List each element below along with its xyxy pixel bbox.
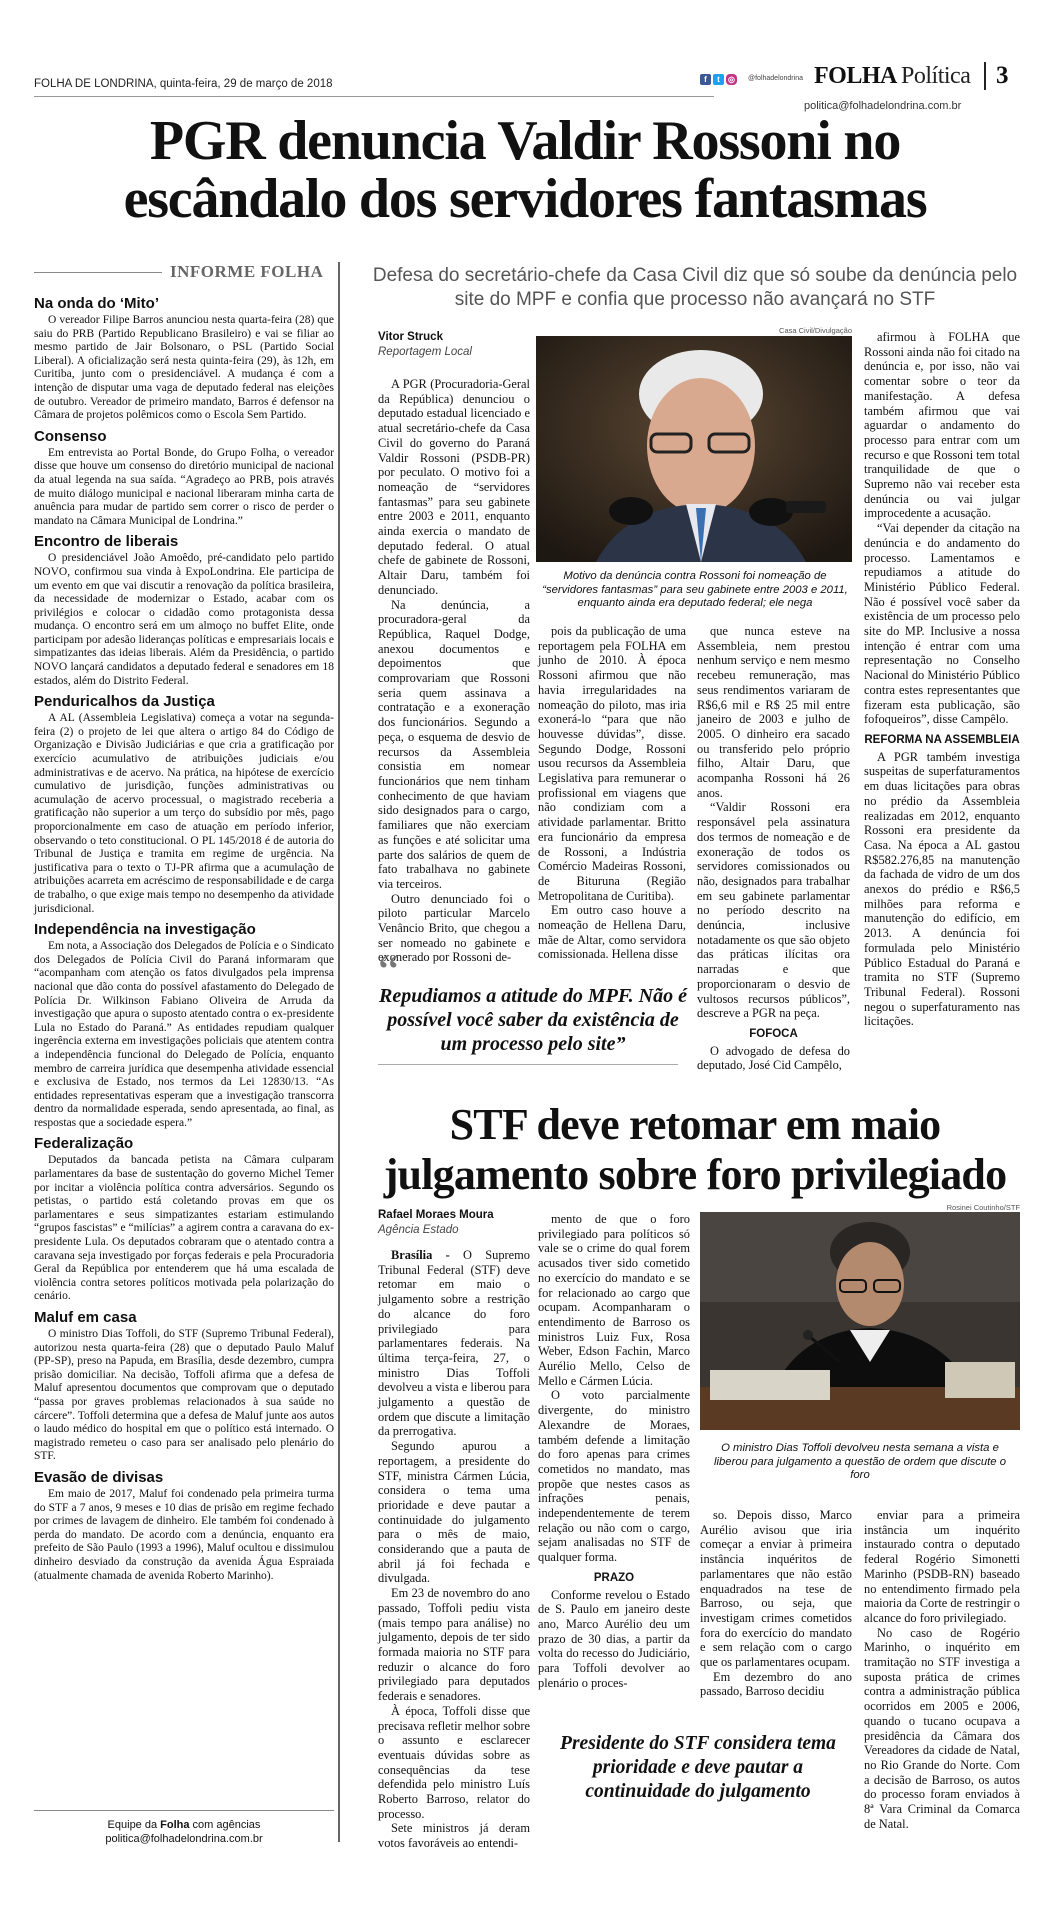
sidebar-footer-email[interactable]: politica@folhadelondrina.com.br xyxy=(105,1833,263,1845)
section-name: Política xyxy=(901,63,971,89)
footer-credit-brand: Folha xyxy=(160,1819,190,1831)
paragraph: No caso de Rogério Marinho, o inquérito em tramitação no STF investiga a suposta prática de crimes contra a administração pública ocorridos em 2005 e 2006, quando o tucano ocupava a presidência da Câmara dos Vereadores da cidade de Natal, no Rio Grande do Norte. Com a decisão de Barroso, os autos do processo foram enviados à 8ª Vara Criminal da Comarca de Natal. xyxy=(864,1625,1020,1831)
sidebar-paragraph: Deputados da bancada petista na Câmara culparam parlamentares da base de sustentação do governo Michel Temer por incitar a violência política contra adversários. Segundo os petistas, o partido está coletando provas em que os parlamentares e seus simpatizantes estariam estimulando “grupos fascistas” e “milícias” a agirem contra a caravana do ex-presidente Lula. Os deputados cobraram que o atentado contra a caravana seja investigado por forças federais e pela Procuradoria Geral da República por entenderem que há uma escalada de violência contra setores políticos motivada pela polarização do cenário. xyxy=(34,1154,334,1303)
paragraph: afirmou à FOLHA que Rossoni ainda não foi citado na denúncia e, por isso, não vai comentar sobre o teor da manifestação. A defesa também afirmou que vai aguardar o andamento do processo para entrar com um recurso e que Rossoni tem total tranquilidade de que o Supremo não vai receber esta denúncia ou vai julgar improcedente a acusação. xyxy=(864,330,1020,521)
sidebar-section-title: Evasão de divisas xyxy=(34,1468,164,1486)
sidebar-paragraph: Em nota, a Associação dos Delegados de Polícia e o Sindicato dos Delegados de Polícia Civil do Paraná informaram que “acompanham com atenção os fatos divulgados pela imprensa nacional que dão conta do possível afastamento do Delegado de Polícia Dr. Wilkinson Fabiano Oliveira de Arruda da investigação que apura o suposto atentado contra o ex-presidente Lula no Estado do Paraná.” As entidades repudiam qualquer ingerência externa em investigações policiais que atentem contra a independência funcional do Delegado de Polícia, enquanto membro de carreira jurídica que desempenha atividade essencial e exclusiva de Estado, nos termos da Lei 12830/13. “As entidades representativas esperam que a investigação transcorra dentro da normalidade esperada, sendo apresentada, ao final, as respostas que a sociedade espera.” xyxy=(34,940,334,1129)
story1-column-2 xyxy=(538,624,686,962)
story1-author: Vitor Struck xyxy=(378,331,443,343)
story1-pullquote-block xyxy=(378,945,688,1065)
brand-title xyxy=(814,63,970,90)
story1-photo-credit: Casa Civil/Divulgação xyxy=(779,326,852,335)
sidebar-section-title: Na onda do ‘Mito’ xyxy=(34,295,159,312)
paragraph: enviar para a primeira instância um inquérito instaurado contra o deputado federal Rogério Simonetti Marinho (PSDB-RN) baseado no entendimento firmado pela maioria da Corte de restringir o alcance do foro privilegiado. xyxy=(864,1508,1020,1625)
sidebar-footer xyxy=(34,1818,334,1846)
paragraph: À época, Toffoli disse que precisava refletir melhor sobre o assunto e esclarecer eventuais dúvidas sobre as consequências da tese defendida pelo ministro Luís Roberto Barroso, relator do processo. xyxy=(378,1703,530,1821)
sidebar-footer-rule xyxy=(34,1810,334,1811)
story2-role: Agência Estado xyxy=(378,1224,459,1236)
dateline: FOLHA DE LONDRINA, quinta-feira, 29 de março de 2018 xyxy=(34,78,333,90)
twitter-icon[interactable]: t xyxy=(713,74,724,85)
quote-mark-icon: “ xyxy=(378,945,400,998)
sidebar-divider xyxy=(338,262,340,1842)
paragraph: “Vai depender da citação na denúncia e do andamento do processo. Lamentamos e repudiamos a atitude do Ministério Público Federal. Não é possível você saber da existência de um processo pelo site do MP. Inclusive a nossa intenção é entrar com uma representação no Conselho Nacional do Ministério Público contra estes representantes que fizeram esta publicação, são fofoqueiros”, disse Campêlo. xyxy=(864,521,1020,727)
sidebar-paragraph: O ministro Dias Toffoli, do STF (Supremo Tribunal Federal), autorizou nesta quarta-feira (28) que o deputado Paulo Maluf (PP-SP), preso na Papuda, em Brasília, desde dezembro, cumpra prisão domiciliar. Na decisão, Toffoli afirma que a defesa de Maluf apresentou documentos que comprovam que o deputado “passa por graves problemas relacionados à sua saúde no cárcere”. Toffoli determina que a defesa de Maluf junte aos autos o laudo médico do hospital em que o político está internado. O magistrado remeteu o caso para ser analisado pelo plenário do STF. xyxy=(34,1328,334,1463)
paragraph: O advogado de defesa do deputado, José Cid Campêlo, xyxy=(697,1043,850,1073)
instagram-icon[interactable]: ◎ xyxy=(726,74,737,85)
sidebar-paragraph: Em maio de 2017, Maluf foi condenado pela primeira turma do STF a 7 anos, 9 meses e 10 dias de prisão em regime fechado por crimes de lavagem de dinheiro. Ele também foi condenado à perda do mandato. De acordo com a denúncia, enquanto era prefeito de São Paulo (1993 a 1996), Maluf ocultou e dissimulou dinheiro desviado da construção da avenida Água Espraiada (atualmente chamada de avenida Roberto Marinho). xyxy=(34,1487,334,1582)
sidebar-paragraph: Em entrevista ao Portal Bonde, do Grupo Folha, o vereador disse que houve um consenso do diretório municipal de nacional da atual legenda na sua saída. “Agradeço ao PRB, pois através de muito diálogo municipal e nacional liberaram minha carta de anuência para mudar de partido sem correr o risco de perder o mandato na Câmara Municipal de Londrina.” xyxy=(34,446,334,527)
rossoni-photo-illustration xyxy=(536,336,852,562)
sidebar-paragraph: O presidenciável João Amoêdo, pré-candidato pelo partido NOVO, confirmou sua vinda à ExpoLondrina. Ele participa de um evento em que vai discutir a renovação da política brasileira, da necessidade de modernizar o Estado, acabar com os privilégios e colocar o cidadão como protagonista dessa mudança. O encontro será em um almoço no buffet Elite, onde participam por adesão lideranças políticas e empresariais locais e simpatizantes das ideias liberais. Além da Presidência, o partido NOVO lançará candidatos a deputado federal e senadores em 18 estados, além do Distrito Federal. xyxy=(34,552,334,687)
paragraph: Segundo apurou a reportagem, a presidente do STF, ministra Cármen Lúcia, considera o tema uma prioridade e deve pautar a continuidade do julgamento para o mês de maio, considerando que a pauta de abril já foi fechada e divulgada. xyxy=(378,1439,530,1586)
story2-byline xyxy=(378,1208,538,1238)
rossoni-photo xyxy=(536,336,852,562)
paragraph: so. Depois disso, Marco Aurélio avisou que iria começar a enviar à primeira instância inquéritos de parlamentares que não estão enquadrados na tese de Barroso, ou seja, que investigam crimes cometidos fora do exercício do mandato e sem relação com o cargo que os parlamentares ocupam. xyxy=(700,1508,852,1670)
toffoli-photo xyxy=(700,1212,1020,1430)
sidebar-label-rule xyxy=(34,272,162,273)
paragraph: Na denúncia, a procuradora-geral da República, Raquel Dodge, anexou documentos e depoimentos que comprovariam que Rossoni seria quem assinava a contratação e a exoneração dos funcionários. Segundo a peça, o esquema de desvio de recursos da Assembleia consistia em nomear funcionários que nem tinham conhecimento de que haviam sido designados para o cargo, familiares que não exerciam as funções e até solicitar uma parte dos salários de quem de fato trabalhava no gabinete via terceiros. xyxy=(378,597,530,891)
sidebar-paragraph: O vereador Filipe Barros anunciou nesta quarta-feira (28) que saiu do PRB (Partido Republicano Brasileiro) e vai se filiar ao mesmo partido de Jair Bolsonaro, o PSL (Partido Social Liberal). A oficialização será nesta quinta-feira (29), às 12h, em Curitiba, junto com o presidenciável. A mudança é com a intenção de disputar uma vaga de deputado federal nas eleições de outubro. Vereador de primeiro mandato, Barros é defensor na Câmara de projetos polêmicos como o Escola Sem Partido. xyxy=(34,314,334,422)
subheading: FOFOCA xyxy=(749,1027,798,1040)
sidebar-label: INFORME FOLHA xyxy=(170,262,324,281)
paragraph: Em 23 de novembro do ano passado, Toffoli pediu vista (mais tempo para análise) no julgamento, depois de ter sido formada maioria no STF para reduzir o alcance do foro privilegiado para deputados federais e senadores. xyxy=(378,1586,530,1704)
header-rule xyxy=(34,96,714,97)
story1-column-4 xyxy=(864,330,1020,1029)
social-icons xyxy=(700,74,737,85)
story2-column-2 xyxy=(538,1212,690,1691)
story1-caption: Motivo da denúncia contra Rossoni foi nomeação de “servidores fantasmas” para seu gabinete entre 2003 e 2011, enquanto ainda era deputado federal; ele nega xyxy=(542,570,848,609)
footer-credit-post: com agências xyxy=(189,1819,261,1831)
story1-byline xyxy=(378,330,538,360)
paragraph: Sete ministros já deram votos favoráveis ao entendi- xyxy=(378,1821,530,1851)
paragraph: que nunca esteve na Assembleia, nem prestou nenhum serviço e nem mesmo recebeu remuneração, mas seus rendimentos variaram de R$6,6 mil e R$ 25 mil entre janeiro de 2003 e julho de 2005. O dinheiro era sacado ou transferido pelo próprio filho, Altair Daru, que acompanha Rossoni há 26 anos. xyxy=(697,624,850,800)
paragraph: Em outro caso houve a nomeação de Hellena Daru, mãe de Altar, como servidora comissionada. Hellena disse xyxy=(538,903,686,962)
story1-column-3 xyxy=(697,624,850,1073)
story2-column-3 xyxy=(700,1508,852,1699)
sidebar-footer-credit xyxy=(34,1818,334,1832)
sidebar-section-title: Penduricalhos da Justiça xyxy=(34,693,215,711)
pullquote-rule xyxy=(378,1064,678,1065)
story2-column-4 xyxy=(864,1508,1020,1831)
sidebar-section-title: Independência na investigação xyxy=(34,921,256,939)
story2-caption: O ministro Dias Toffoli devolveu nesta semana a vista e liberou para julgamento a questão de ordem que discute o foro xyxy=(713,1442,1007,1481)
paragraph: A PGR (Procuradoria-Geral da República) denunciou o deputado estadual licenciado e atual secretário-chefe da Casa Civil do governo do Paraná Valdir Rossoni (PSDB-PR) por peculato. O motivo foi a nomeação de “servidores fantasmas” para seu gabinete entre 2003 e 2011, enquanto ainda exercia o mandato de deputado federal. O atual chefe de gabinete de Rossoni, Altair Daru, também foi denunciado. xyxy=(378,377,530,597)
sidebar-section-title: Encontro de liberais xyxy=(34,533,179,551)
story1-deck: Defesa do secretário-chefe da Casa Civil diz que só soube da denúncia pelo site do MPF e confia que processo não avançará no STF xyxy=(372,265,1018,310)
story1-column-1 xyxy=(378,377,530,965)
paragraph: mento de que o foro privilegiado para políticos só vale se o crime do qual forem acusados tiver sido cometido no exercício do mandato e se for relacionado ao cargo que ocupam. Acompanharam o entendimento de Barroso os ministros Luiz Fux, Rosa Weber, Edson Fachin, Marco Aurélio Mello, Celso de Mello e Cármen Lúcia. xyxy=(538,1212,690,1388)
section-email[interactable]: politica@folhadelondrina.com.br xyxy=(804,100,962,112)
facebook-icon[interactable]: f xyxy=(700,74,711,85)
brand-name: FOLHA xyxy=(814,63,896,89)
paragraph: Em dezembro do ano passado, Barroso decidiu xyxy=(700,1669,852,1699)
sidebar-body xyxy=(34,290,334,1583)
paragraph: Outro denunciado foi o piloto particular Marcelo Venâncio Brito, que chegou a ser nomeado no gabinete e exonerado por Rossoni de- xyxy=(378,891,530,965)
toffoli-photo-illustration xyxy=(700,1212,1020,1430)
story2-pullquote-block xyxy=(548,1732,848,1804)
footer-credit-pre: Equipe da xyxy=(107,1819,161,1831)
story1-pullquote: Repudiamos a atitude do MPF. Não é possível você saber da existência de um processo pelo site” xyxy=(379,985,687,1055)
sidebar-section-title: Federalização xyxy=(34,1135,134,1153)
masthead xyxy=(700,62,1020,98)
page-number: 3 xyxy=(984,62,1009,90)
subheading: PRAZO xyxy=(593,1571,635,1584)
story2-headline: STF deve retomar em maio julgamento sobre foro privilegiado xyxy=(383,1100,1007,1199)
paragraph: O voto parcialmente divergente, do ministro Alexandre de Moraes, também defende a limitação do foro apenas para crimes cometidos no mandato, mas propõe que nestes casos as infrações penais, independentemente de terem relação ou não com o cargo, sejam analisadas no STF de qualquer forma. xyxy=(538,1388,690,1565)
main-headline: PGR denuncia Valdir Rossoni no escândalo dos servidores fantasmas xyxy=(123,110,927,230)
sidebar-informe xyxy=(34,262,334,1850)
sidebar-section-title: Consenso xyxy=(34,427,107,445)
story2-photo-credit: Rosinei Coutinho/STF xyxy=(946,1203,1020,1212)
paragraph xyxy=(378,1248,530,1439)
paragraph: “Valdir Rossoni era responsável pela assinatura dos termos de nomeação e de exoneração de todos os servidores comissionados ou não, designados para trabalhar em seu gabinete parlamentar no período descrito na denúncia, inclusive notadamente os que são objeto das práticas ilícitas ora narradas e que proporcionaram o desvio de vultosos recursos públicos”, descreve a PGR na peça. xyxy=(697,800,850,1021)
paragraph: Conforme revelou o Estado de S. Paulo em janeiro deste ano, Marco Aurélio deu um prazo de 30 dias, a partir da volta do recesso do Judiciário, para Toffoli devolver ao plenário o proces- xyxy=(538,1587,690,1690)
social-handle: @folhadelondrina xyxy=(748,75,803,82)
story2-column-1 xyxy=(378,1248,530,1851)
paragraph: A PGR também investiga suspeitas de superfaturamentos em duas licitações para obras no prédio da Assembleia realizadas em 2012, enquanto Rossoni era presidente da Casa. Na época a AL gastou R$582.276,85 na manutenção da fachada de vidro de um dos anexos do prédio e R$6,5 milhões para reforma e manutenção do edifício, em 2013. A denúncia foi formulada pelo Ministério Público Estadual do Paraná e tramita no STF (Supremo Tribunal Federal). Rossoni negou o superfaturamento nas licitações. xyxy=(864,749,1020,1029)
story2-dateline: Brasília - xyxy=(391,1248,464,1262)
sidebar-section-title: Maluf em casa xyxy=(34,1309,137,1326)
story2-pullquote: Presidente do STF considera tema prioridade e deve pautar a continuidade do julgamento xyxy=(560,1733,836,1802)
story1-role: Reportagem Local xyxy=(378,346,472,358)
sidebar-paragraph: A AL (Assembleia Legislativa) começa a votar na segunda-feira (2) o projeto de lei que altera o artigo 84 do Código de Organização e Divisão Judiciárias e que cria a gratificação por exercício acumulativo de atribuições judiciais e/ou administrativas e de acervo. Na prática, na hipótese de exercício cumulativo de jurisdição, funções administrativas ou acumulação de acervo processual, o magistrado receberia a gratificação não superior a um terço do subsídio por mês, pago proporcionalmente em caso de atuação em período inferior, observando o teto constitucional. O PL 145/2018 é de autoria do Tribunal de Justiça e tramita em regime de urgência. Na justificativa para o texto o TJ-PR afirma que a acumulação de atribuições acarreta em acréscimo de responsabilidade e de carga de trabalho, o que exige mais tempo no desempenho da atividade jurisdicional. xyxy=(34,712,334,915)
paragraph-text: O Supremo Tribunal Federal (STF) deve retomar em maio o julgamento sobre a restrição do alcance do foro privilegiado para parlamentares federais. Na última terça-feira, 27, o ministro Dias Toffoli devolveu a vista e liberou para julgamento a questão de ordem que discute a limitação da prerrogativa. xyxy=(378,1248,530,1439)
paragraph: pois da publicação de uma reportagem pela FOLHA em junho de 2010. À época Rossoni afirmou que não havia irregularidades na nomeação do piloto, mas iria exonerá-lo “para que não houvesse dúvidas”, disse. Segundo Dodge, Rossoni usou recursos da Assembleia Legislativa para remunerar o profissional em viagens que não condiziam com a atividade parlamentar. Britto era funcionário da empresa de Rossoni, a Indústria Comércio Madeiras Rossoni, de Bituruna (Região Metropolitana de Curitiba). xyxy=(538,624,686,903)
subheading: REFORMA NA ASSEMBLEIA xyxy=(864,733,1020,746)
story2-author: Rafael Moraes Moura xyxy=(378,1209,494,1221)
